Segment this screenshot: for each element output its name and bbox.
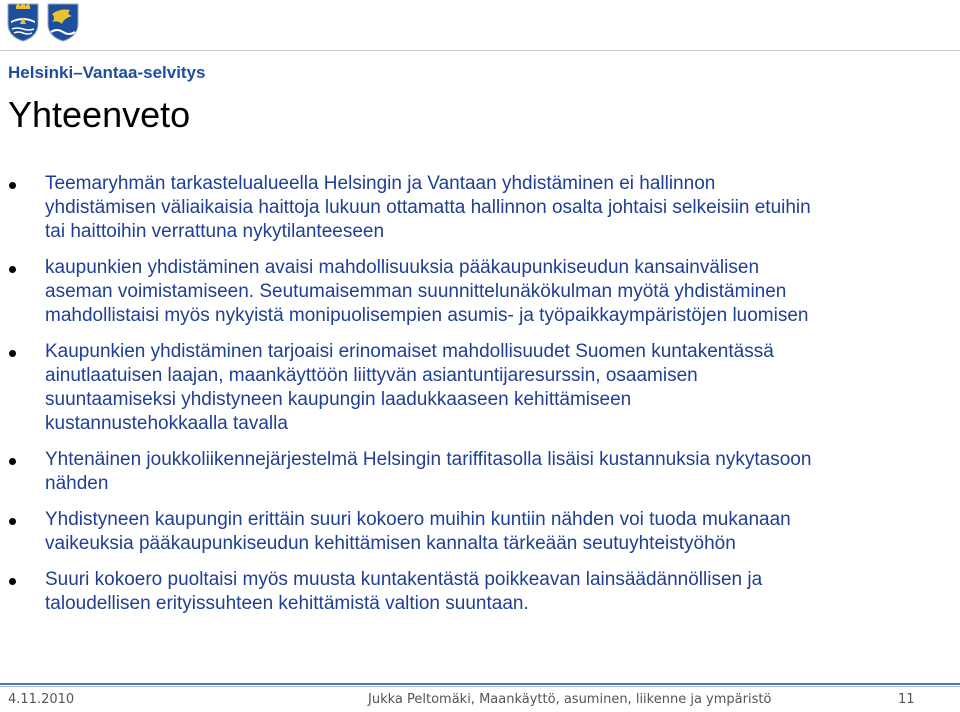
bullet-text: Yhtenäinen joukkoliikennejärjestelmä Helsingin tariffitasolla lisäisi kustannuksia nykytasoon nähden	[45, 449, 812, 494]
helsinki-crest-icon	[6, 2, 40, 42]
bullet-dot-icon	[9, 350, 16, 357]
footer-date: 4.11.2010	[8, 692, 75, 707]
bullet-dot-icon	[9, 266, 16, 273]
bullet-item	[0, 448, 960, 496]
page-number: 11	[898, 692, 915, 707]
bullet-item	[0, 508, 960, 556]
bullet-text: kaupunkien yhdistäminen avaisi mahdollisuuksia pääkaupunkiseudun kansainvälisen aseman voimistamiseen. Seutumaisemman suunnittelunäkökulman myötä yhdistäminen mahdollistaisi myös nykyistä monipuolisempien asumis- ja työpaikkaympäristöjen luomisen	[45, 257, 809, 326]
vantaa-crest-icon	[46, 2, 80, 42]
bullet-dot-icon	[9, 182, 16, 189]
bullet-text: Yhdistyneen kaupungin erittäin suuri kokoero muihin kuntiin nähden voi tuoda mukanaan vaikeuksia pääkaupunkiseudun kehittämisen kannalta tärkeään seutuyhteistyöhön	[45, 509, 791, 554]
bullet-text: Kaupunkien yhdistäminen tarjoaisi erinomaiset mahdollisuudet Suomen kuntakentässä ainutlaatuisen laajan, maankäyttöön liittyvän asiantuntijaresurssin, osaamisen suuntaamiseksi yhdistyneen kaupungin laadukkaaseen kehittämiseen kustannustehokkaalla tavalla	[45, 341, 774, 434]
bullet-text: Suuri kokoero puoltaisi myös muusta kuntakentästä poikkeavan lainsäädännöllisen ja taloudellisen erityissuhteen kehittämistä valtion suuntaan.	[45, 569, 763, 614]
bullet-dot-icon	[9, 458, 16, 465]
bullet-dot-icon	[9, 518, 16, 525]
bullet-dot-icon	[9, 578, 16, 585]
footer-divider-light	[0, 686, 960, 687]
footer-divider	[0, 683, 960, 685]
slide-subtitle: Helsinki–Vantaa-selvitys	[8, 63, 206, 82]
footer-author: Jukka Peltomäki, Maankäyttö, asuminen, liikenne ja ympäristö	[368, 692, 772, 707]
bullet-item	[0, 256, 960, 328]
logo-group	[6, 2, 80, 42]
header-divider	[0, 50, 960, 51]
bullet-item	[0, 172, 960, 244]
slide-title: Yhteenveto	[8, 94, 191, 135]
bullet-item	[0, 568, 960, 616]
bullet-text: Teemaryhmän tarkastelualueella Helsingin ja Vantaan yhdistäminen ei hallinnon yhdistämisen väliaikaisia haittoja lukuun ottamatta hallinnon osalta johtaisi selkeisiin etuihin tai haittoihin verrattuna nykytilanteeseen	[45, 173, 811, 242]
bullet-list	[0, 172, 960, 628]
slide-footer	[0, 690, 960, 712]
bullet-item	[0, 340, 960, 436]
